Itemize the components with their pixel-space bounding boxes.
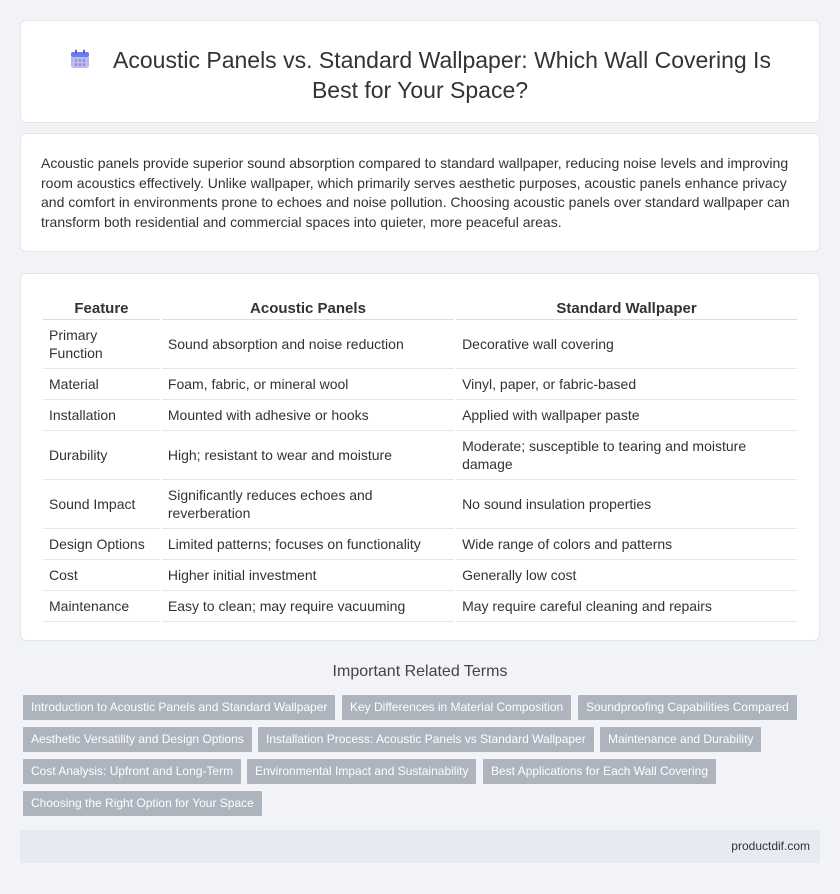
- table-cell: Maintenance: [43, 591, 160, 622]
- title-card: [20, 20, 820, 123]
- table-cell: Mounted with adhesive or hooks: [162, 400, 454, 431]
- table-row: [43, 369, 797, 400]
- table-cell: Vinyl, paper, or fabric-based: [456, 369, 797, 400]
- related-term-tag[interactable]: Best Applications for Each Wall Covering: [483, 759, 716, 784]
- table-cell: No sound insulation properties: [456, 480, 797, 529]
- table-cell: Installation: [43, 400, 160, 431]
- table-cell: Sound Impact: [43, 480, 160, 529]
- table-cell: Foam, fabric, or mineral wool: [162, 369, 454, 400]
- column-header: Feature: [43, 296, 160, 320]
- table-row: [43, 591, 797, 622]
- table-cell: Moderate; susceptible to tearing and moisture damage: [456, 431, 797, 480]
- table-cell: Easy to clean; may require vacuuming: [162, 591, 454, 622]
- related-term-tag[interactable]: Choosing the Right Option for Your Space: [23, 791, 262, 816]
- column-header: Standard Wallpaper: [456, 296, 797, 320]
- intro-card: [20, 133, 820, 252]
- footer-site-link[interactable]: productdif.com: [731, 839, 810, 853]
- related-term-tag[interactable]: Soundproofing Capabilities Compared: [578, 695, 797, 720]
- comparison-table: [41, 296, 799, 622]
- related-terms-heading: Important Related Terms: [332, 663, 508, 680]
- table-cell: Design Options: [43, 529, 160, 560]
- table-cell: Cost: [43, 560, 160, 591]
- table-cell: High; resistant to wear and moisture: [162, 431, 454, 480]
- related-term-tag[interactable]: Installation Process: Acoustic Panels vs Standard Wallpaper: [258, 727, 594, 752]
- related-term-tag[interactable]: Key Differences in Material Composition: [342, 695, 571, 720]
- table-cell: Applied with wallpaper paste: [456, 400, 797, 431]
- table-row: [43, 480, 797, 529]
- table-cell: Limited patterns; focuses on functionality: [162, 529, 454, 560]
- related-term-tag[interactable]: Environmental Impact and Sustainability: [247, 759, 476, 784]
- table-cell: Decorative wall covering: [456, 320, 797, 369]
- table-cell: Material: [43, 369, 160, 400]
- table-row: [43, 400, 797, 431]
- related-term-tag[interactable]: Aesthetic Versatility and Design Options: [23, 727, 252, 752]
- related-term-tag[interactable]: Maintenance and Durability: [600, 727, 761, 752]
- footer: [20, 830, 820, 863]
- table-row: [43, 529, 797, 560]
- table-cell: Generally low cost: [456, 560, 797, 591]
- table-cell: Sound absorption and noise reduction: [162, 320, 454, 369]
- table-cell: Higher initial investment: [162, 560, 454, 591]
- related-term-tag[interactable]: Cost Analysis: Upfront and Long-Term: [23, 759, 241, 784]
- comparison-card: [20, 273, 820, 641]
- table-cell: Durability: [43, 431, 160, 480]
- column-header: Acoustic Panels: [162, 296, 454, 320]
- table-cell: May require careful cleaning and repairs: [456, 591, 797, 622]
- table-header-row: [43, 296, 797, 320]
- table-cell: Significantly reduces echoes and reverberation: [162, 480, 454, 529]
- related-term-tag[interactable]: Introduction to Acoustic Panels and Standard Wallpaper: [23, 695, 335, 720]
- table-row: [43, 431, 797, 480]
- table-row: [43, 320, 797, 369]
- intro-paragraph: Acoustic panels provide superior sound absorption compared to standard wallpaper, reducing noise levels and improving room acoustics effectively. Unlike wallpaper, which primarily serves aesthetic purposes, acoustic panels enhance privacy and comfort in environments prone to echoes and noise pollution. Choosing acoustic panels over standard wallpaper can transform both residential and commercial spaces into quieter, more peaceful areas.: [41, 155, 790, 230]
- table-cell: Primary Function: [43, 320, 160, 369]
- calendar-icon: [69, 48, 91, 70]
- table-cell: Wide range of colors and patterns: [456, 529, 797, 560]
- table-row: [43, 560, 797, 591]
- page-title: Acoustic Panels vs. Standard Wallpaper: Which Wall Covering Is Best for Your Space?: [113, 47, 771, 103]
